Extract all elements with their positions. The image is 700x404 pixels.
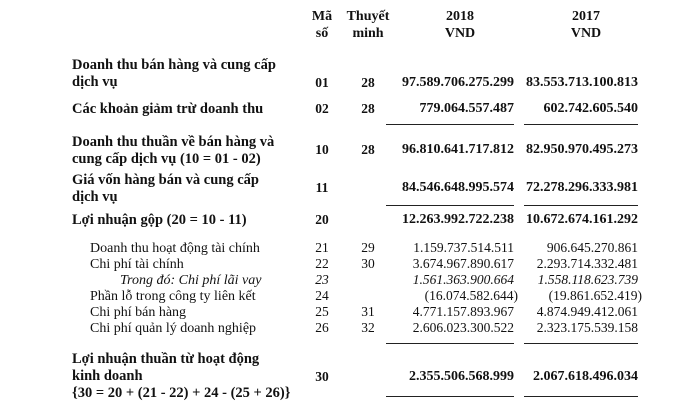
row-2018-23: 1.561.363.900.664 — [412, 272, 514, 287]
row-2017-22: 2.293.714.332.481 — [536, 256, 638, 271]
row-2018-01: 97.589.706.275.299 — [402, 75, 514, 90]
header-note: Thuyết minh — [346, 9, 390, 41]
row-code-01: 01 — [315, 75, 329, 90]
row-label-20: Lợi nhuận gộp (20 = 10 - 11) — [72, 212, 247, 228]
row-label-01: Doanh thu bán hàng và cung cấp dịch vụ — [72, 57, 276, 90]
row-label-02: Các khoản giảm trừ doanh thu — [72, 101, 264, 117]
row-label-23: Trong đó: Chi phí lãi vay — [120, 273, 262, 288]
rule-2018-a — [386, 124, 514, 125]
rule-2018-b — [386, 205, 514, 206]
row-note-25: 31 — [361, 304, 375, 319]
row-2017-25: 4.874.949.412.061 — [536, 304, 638, 319]
row-code-02: 02 — [315, 101, 329, 116]
row-2018-11: 84.546.648.995.574 — [402, 180, 514, 195]
row-2017-01: 83.553.713.100.813 — [526, 75, 638, 90]
row-2018-30: 2.355.506.568.999 — [409, 369, 514, 384]
row-2017-11: 72.278.296.333.981 — [526, 180, 638, 195]
row-label-30: Lợi nhuận thuần từ hoạt động kinh doanh {30 = 20 + (21 - 22) + 24 - (25 + 26)} — [72, 351, 291, 401]
row-2017-23: 1.558.118.623.739 — [537, 272, 638, 287]
row-code-26: 26 — [315, 320, 329, 335]
row-2018-02: 779.064.557.487 — [419, 101, 514, 116]
rule-2018-c — [386, 343, 514, 344]
row-code-10: 10 — [315, 142, 329, 157]
row-label-22: Chi phí tài chính — [90, 257, 184, 272]
row-code-22: 22 — [315, 256, 329, 271]
row-note-02: 28 — [361, 101, 375, 116]
row-code-11: 11 — [315, 180, 329, 195]
row-2017-02: 602.742.605.540 — [543, 101, 638, 116]
row-2018-26: 2.606.023.300.522 — [412, 320, 514, 335]
row-2017-30: 2.067.618.496.034 — [533, 369, 638, 384]
rule-2017-a — [524, 124, 638, 125]
row-note-22: 30 — [361, 256, 375, 271]
header-code: Mã số — [311, 9, 333, 41]
row-2018-24: (16.074.582.644) — [424, 288, 518, 303]
row-2018-25: 4.771.157.893.967 — [412, 304, 514, 319]
rule-2018-d — [386, 396, 514, 397]
header-2018: 2018 VND — [444, 9, 476, 41]
row-code-30: 30 — [315, 369, 329, 384]
row-2018-21: 1.159.737.514.511 — [413, 240, 514, 255]
header-2017: 2017 VND — [570, 9, 602, 41]
row-note-21: 29 — [361, 240, 375, 255]
row-2017-21: 906.645.270.861 — [546, 240, 638, 255]
row-note-26: 32 — [361, 320, 375, 335]
row-2017-24: (19.861.652.419) — [548, 288, 642, 303]
rule-2017-c — [524, 343, 638, 344]
row-2017-10: 82.950.970.495.273 — [526, 142, 638, 157]
row-label-26: Chi phí quản lý doanh nghiệp — [90, 321, 257, 336]
row-label-21: Doanh thu hoạt động tài chính — [90, 241, 260, 256]
row-2018-22: 3.674.967.890.617 — [412, 256, 514, 271]
rule-2017-b — [524, 205, 638, 206]
row-label-10: Doanh thu thuần về bán hàng và cung cấp dịch vụ (10 = 01 - 02) — [72, 134, 275, 167]
row-note-10: 28 — [361, 142, 375, 157]
row-label-24: Phần lỗ trong công ty liên kết — [90, 289, 256, 304]
row-label-25: Chi phí bán hàng — [90, 305, 187, 320]
row-code-23: 23 — [315, 272, 329, 287]
row-label-11: Giá vốn hàng bán và cung cấp dịch vụ — [72, 172, 259, 205]
row-2018-10: 96.810.641.717.812 — [402, 142, 514, 157]
row-code-24: 24 — [315, 288, 329, 303]
row-code-21: 21 — [315, 240, 329, 255]
row-code-25: 25 — [315, 304, 329, 319]
rule-2017-d — [524, 396, 638, 397]
row-2017-20: 10.672.674.161.292 — [526, 212, 638, 227]
row-2017-26: 2.323.175.539.158 — [536, 320, 638, 335]
row-code-20: 20 — [315, 212, 329, 227]
row-2018-20: 12.263.992.722.238 — [402, 212, 514, 227]
row-note-01: 28 — [361, 75, 375, 90]
